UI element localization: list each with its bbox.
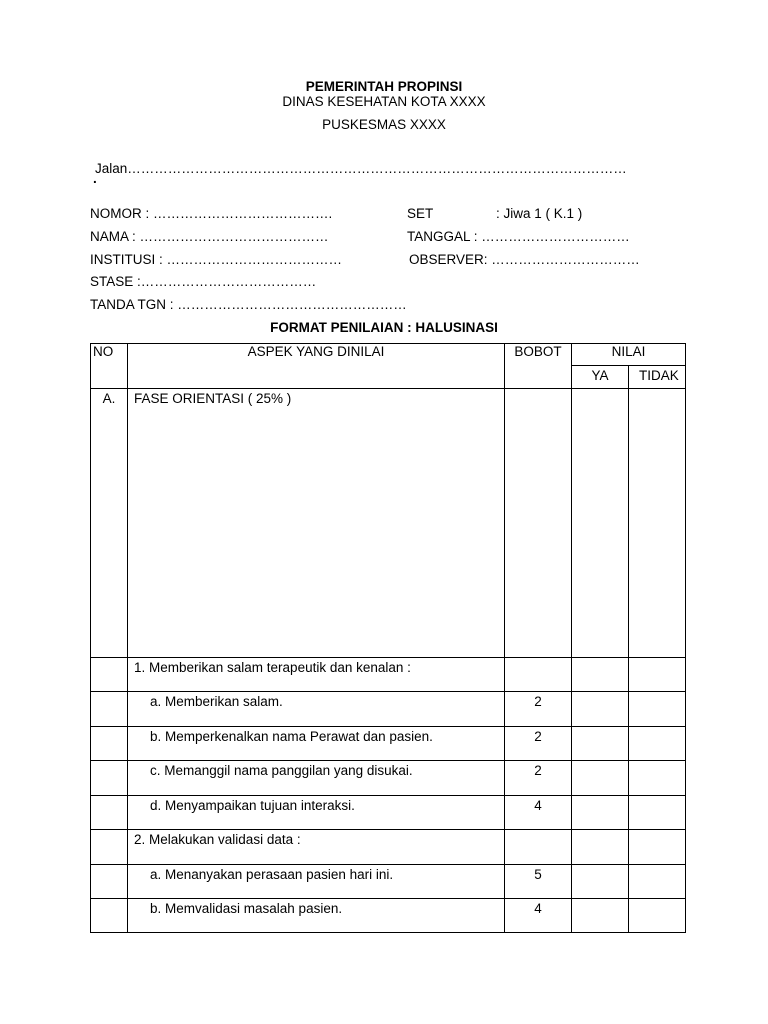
- header-no: NO: [91, 344, 128, 389]
- row-bobot: 4: [505, 796, 572, 830]
- table-row: [91, 830, 686, 865]
- row-ya-cell[interactable]: [572, 796, 629, 830]
- row-ya-cell[interactable]: [572, 865, 629, 899]
- row-aspek: a. Menanyakan perasaan pasien hari ini.: [128, 865, 505, 899]
- row-tidak-cell[interactable]: [629, 692, 686, 727]
- row-ya-cell[interactable]: [572, 658, 629, 692]
- row-tidak-cell[interactable]: [629, 761, 686, 796]
- row-tidak-cell[interactable]: [629, 865, 686, 899]
- field-stase: STASE :…………………………………: [90, 274, 317, 289]
- table-row: [91, 865, 686, 899]
- table-row: [91, 692, 686, 727]
- row-tidak-cell[interactable]: [629, 899, 686, 933]
- table-row: [91, 658, 686, 692]
- table-row: [91, 899, 686, 933]
- row-ya-cell[interactable]: [572, 692, 629, 727]
- section-title: FASE ORIENTASI ( 25% ): [128, 389, 505, 658]
- row-bobot: [505, 830, 572, 865]
- row-ya-cell[interactable]: [572, 830, 629, 865]
- row-bobot: [505, 658, 572, 692]
- row-tidak-cell[interactable]: [629, 658, 686, 692]
- field-institusi: INSTITUSI : …………………………………: [90, 252, 343, 267]
- assessment-table: [90, 343, 686, 933]
- row-ya-cell[interactable]: [572, 727, 629, 761]
- row-ya-cell[interactable]: [572, 761, 629, 796]
- row-aspek: 1. Memberikan salam terapeutik dan kenalan :: [128, 658, 505, 692]
- address-tail: .: [93, 171, 97, 186]
- field-nomor: NOMOR : ………………………………….: [90, 206, 333, 221]
- field-nama: NAMA : ……………………………………: [90, 229, 329, 244]
- row-bobot: 2: [505, 692, 572, 727]
- table-header-row: [91, 344, 686, 366]
- header-tidak: TIDAK: [629, 366, 686, 389]
- header-bobot: BOBOT: [505, 344, 572, 389]
- row-aspek: b. Memperkenalkan nama Perawat dan pasien.: [128, 727, 505, 761]
- row-aspek: a. Memberikan salam.: [128, 692, 505, 727]
- row-aspek: b. Memvalidasi masalah pasien.: [128, 899, 505, 933]
- row-bobot: 2: [505, 727, 572, 761]
- field-tanggal: TANGGAL : ……………………………: [407, 229, 630, 244]
- header-government: PEMERINTAH PROPINSI: [305, 79, 463, 94]
- row-bobot: 4: [505, 899, 572, 933]
- header-health-office: DINAS KESEHATAN KOTA XXXX: [282, 94, 486, 109]
- row-ya-cell[interactable]: [572, 899, 629, 933]
- section-row: [91, 389, 686, 658]
- row-bobot: 2: [505, 761, 572, 796]
- table-row: [91, 727, 686, 761]
- field-set-label: SET: [407, 206, 434, 221]
- row-aspek: d. Menyampaikan tujuan interaksi.: [128, 796, 505, 830]
- table-row: [91, 796, 686, 830]
- row-bobot: 5: [505, 865, 572, 899]
- field-tanda-tgn: TANDA TGN : ……………………………………………: [90, 297, 407, 312]
- row-aspek: 2. Melakukan validasi data :: [128, 830, 505, 865]
- field-observer: OBSERVER: ……………………………: [409, 252, 640, 267]
- field-set-value: : Jiwa 1 ( K.1 ): [496, 206, 583, 221]
- row-tidak-cell[interactable]: [629, 727, 686, 761]
- form-title: FORMAT PENILAIAN : HALUSINASI: [270, 320, 498, 335]
- section-no: A.: [91, 389, 128, 658]
- row-tidak-cell[interactable]: [629, 830, 686, 865]
- table-row: [91, 761, 686, 796]
- header-nilai: NILAI: [572, 344, 686, 366]
- header-aspek: ASPEK YANG DINILAI: [128, 344, 505, 389]
- header-ya: YA: [572, 366, 629, 389]
- address-line: Jalan…………………………………………………………………………………………………: [95, 161, 627, 176]
- row-aspek: c. Memanggil nama panggilan yang disukai.: [128, 761, 505, 796]
- row-tidak-cell[interactable]: [629, 796, 686, 830]
- header-puskesmas: PUSKESMAS XXXX: [322, 117, 446, 132]
